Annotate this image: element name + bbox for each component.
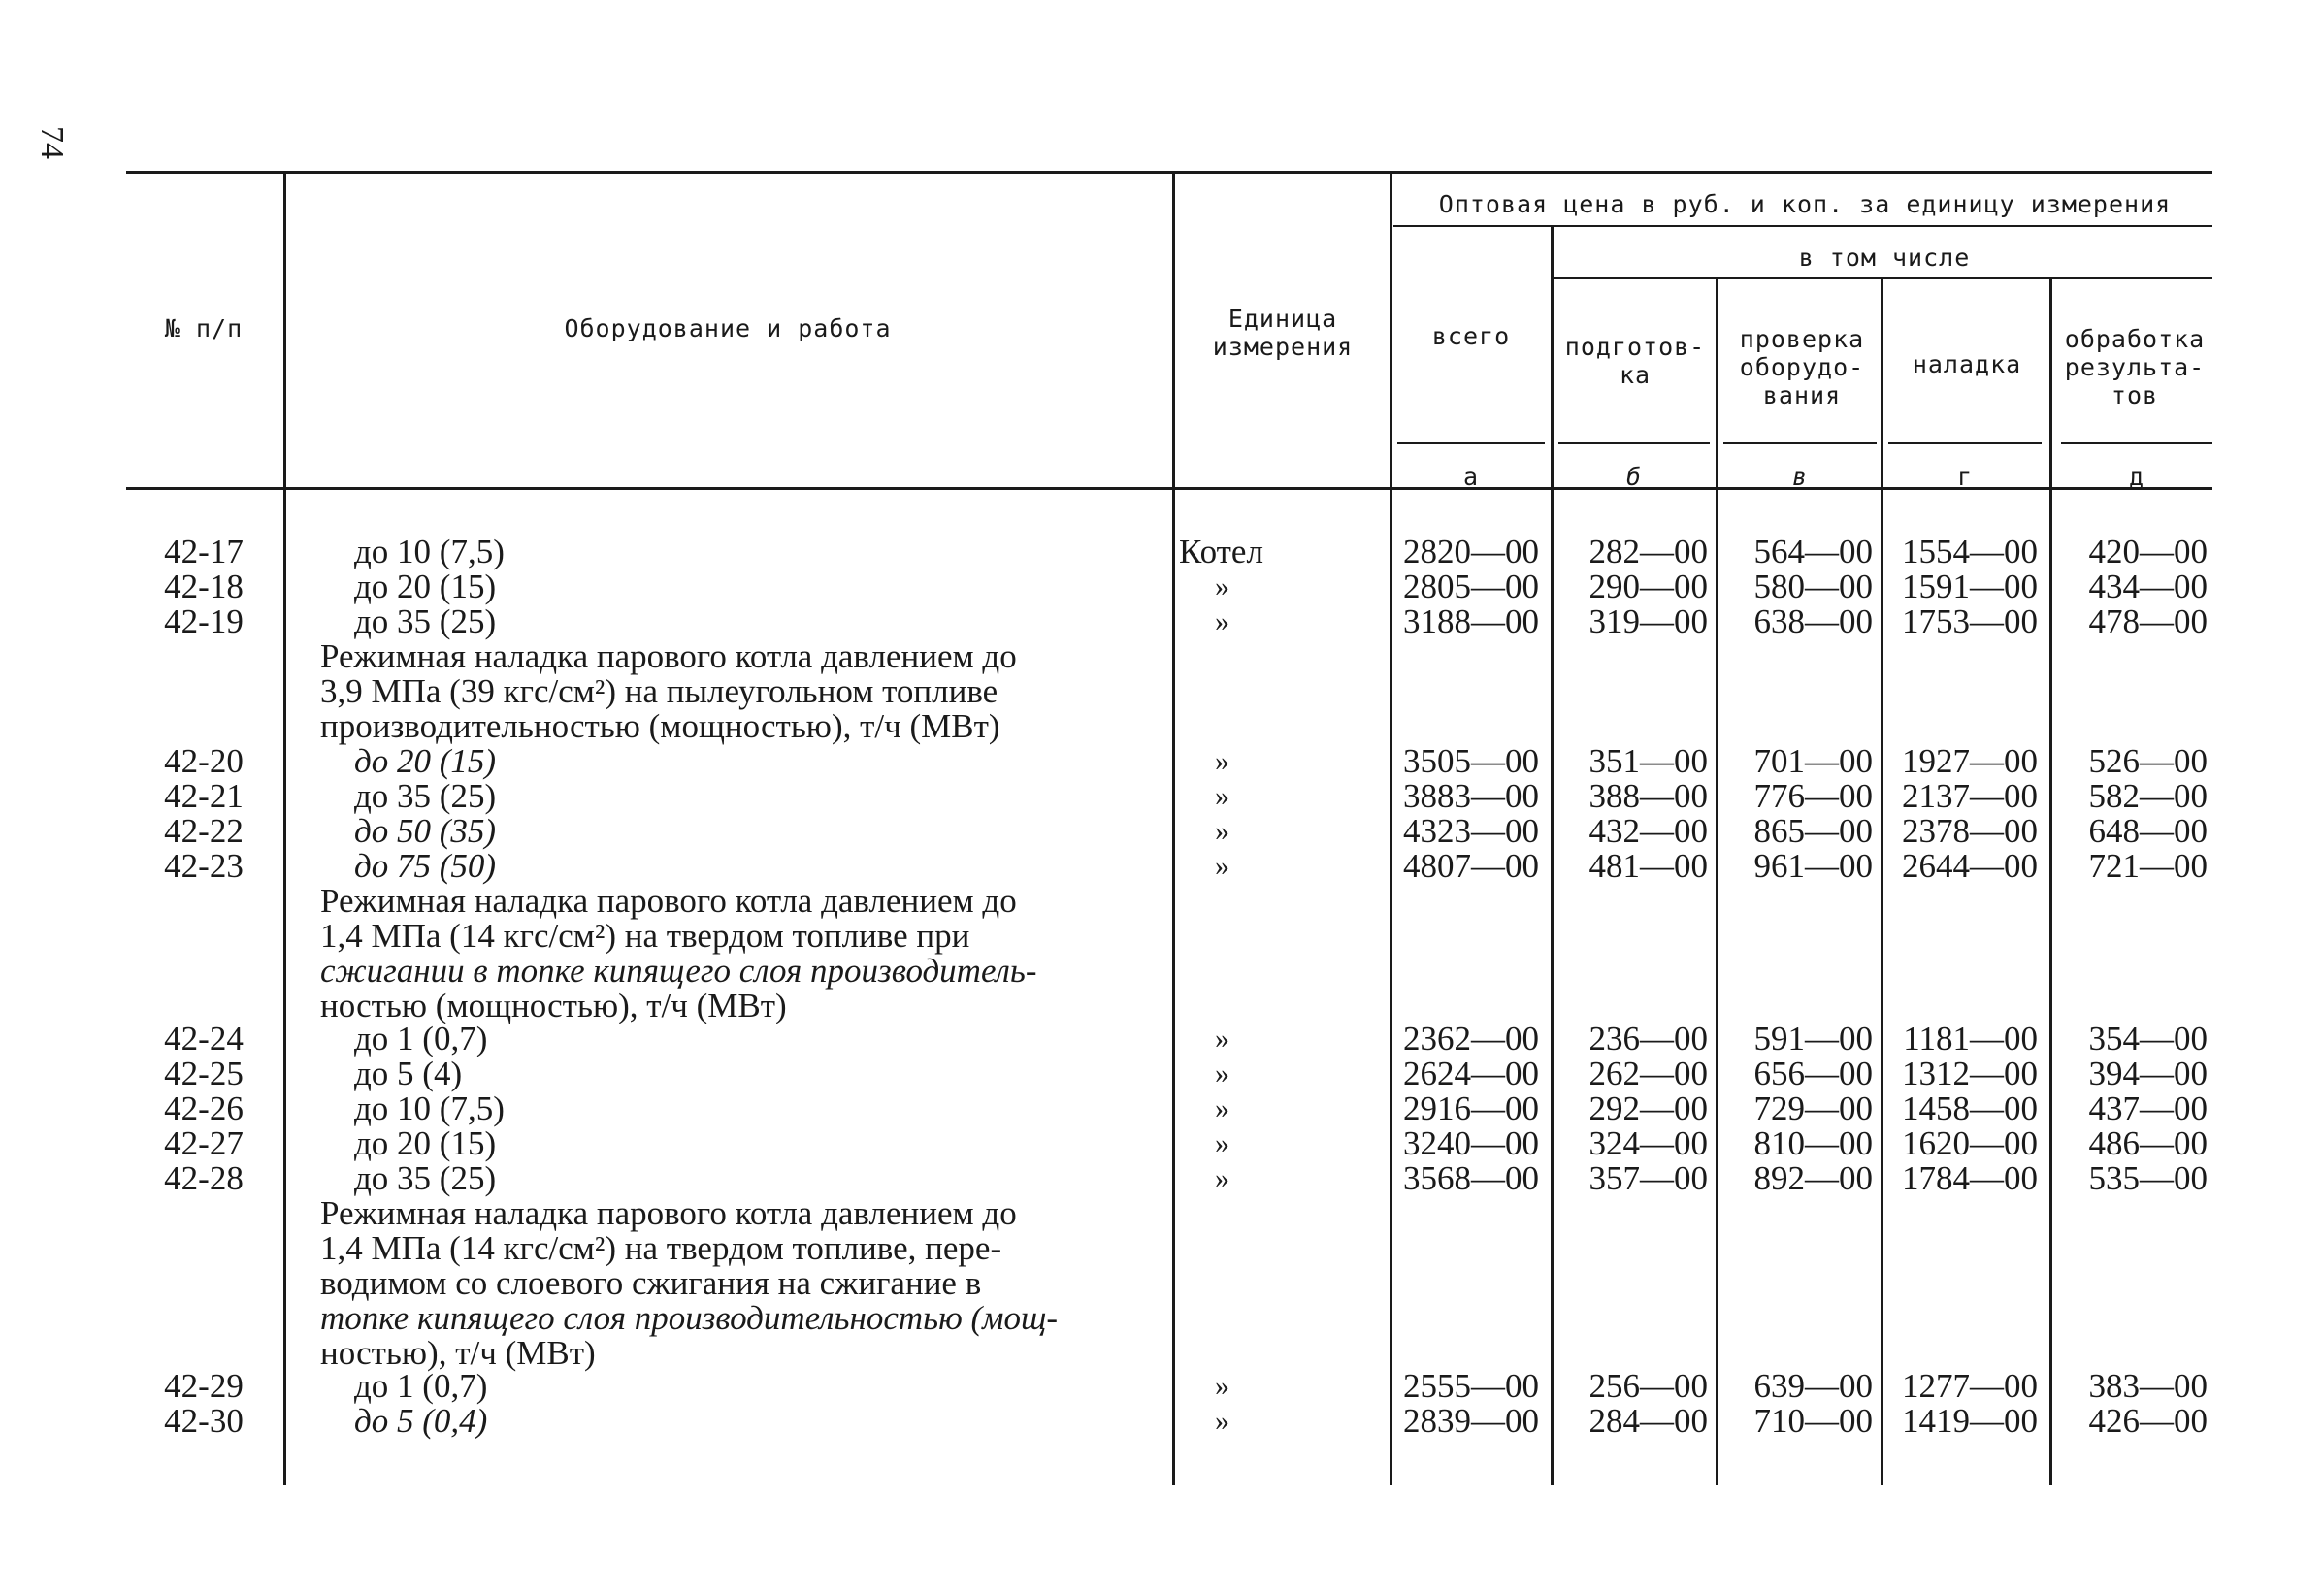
section-title-line: 1,4 МПа (14 кгс/см²) на твердом топливе при [320, 917, 970, 955]
table-row [0, 1022, 2324, 1057]
price-adjust: 1554—00 [1902, 533, 2038, 570]
row-number: 42-24 [164, 1020, 244, 1057]
price-adjust: 1312—00 [1902, 1055, 2038, 1092]
letters-rule-a [1397, 442, 1545, 444]
price-prep: 432—00 [1588, 812, 1708, 850]
section-title [320, 639, 1155, 744]
header-item: Оборудование и работа [564, 314, 892, 342]
page-number: 74 [34, 126, 70, 159]
price-results: 486—00 [2088, 1124, 2208, 1162]
price-adjust: 1277—00 [1902, 1367, 2038, 1405]
price-total: 3568—00 [1403, 1159, 1539, 1197]
price-prep: 290—00 [1588, 568, 1708, 605]
price-results: 582—00 [2088, 777, 2208, 815]
table-row [0, 1057, 2324, 1091]
table-row [0, 814, 2324, 849]
table-row [0, 1369, 2324, 1404]
row-number: 42-29 [164, 1367, 244, 1405]
price-check: 639—00 [1753, 1367, 1873, 1405]
price-results: 526—00 [2088, 742, 2208, 780]
price-total: 3505—00 [1403, 742, 1539, 780]
row-number: 42-26 [164, 1089, 244, 1127]
price-results: 721—00 [2088, 847, 2208, 885]
table-row [0, 1161, 2324, 1196]
price-total: 2362—00 [1403, 1020, 1539, 1057]
section-title-line: 3,9 МПа (39 кгс/см²) на пылеугольном топливе [320, 672, 998, 710]
price-adjust: 1591—00 [1902, 568, 2038, 605]
price-adjust: 1419—00 [1902, 1402, 2038, 1440]
price-prep: 481—00 [1588, 847, 1708, 885]
price-total: 3883—00 [1403, 777, 1539, 815]
section-title-line: топке кипящего слоя производительностью (мощ- [320, 1299, 1059, 1337]
price-check: 710—00 [1753, 1402, 1873, 1440]
row-item: до 35 (25) [354, 1159, 497, 1197]
row-item: до 5 (0,4) [354, 1402, 488, 1440]
table-row [0, 744, 2324, 779]
price-total: 2805—00 [1403, 568, 1539, 605]
row-number: 42-18 [164, 568, 244, 605]
price-adjust: 1784—00 [1902, 1159, 2038, 1197]
price-results: 354—00 [2088, 1020, 2208, 1057]
row-number: 42-21 [164, 777, 244, 815]
table-row [0, 1091, 2324, 1126]
price-adjust: 1927—00 [1902, 742, 2038, 780]
table-row [0, 849, 2324, 884]
price-results: 437—00 [2088, 1089, 2208, 1127]
header-num: № п/п [164, 314, 244, 342]
section-title-line: сжигании в топке кипящего слоя производитель- [320, 952, 1037, 990]
price-check: 810—00 [1753, 1124, 1873, 1162]
row-unit: » [1215, 780, 1229, 812]
row-item: до 1 (0,7) [354, 1367, 488, 1405]
price-adjust: 1458—00 [1902, 1089, 2038, 1127]
price-check: 961—00 [1753, 847, 1873, 885]
row-item: до 20 (15) [354, 1124, 497, 1162]
letter-b: б [1625, 463, 1643, 491]
row-number: 42-22 [164, 812, 244, 850]
price-total: 4807—00 [1403, 847, 1539, 885]
price-check: 580—00 [1753, 568, 1873, 605]
row-number: 42-20 [164, 742, 244, 780]
table-row [0, 535, 2324, 569]
price-check: 892—00 [1753, 1159, 1873, 1197]
row-unit: » [1215, 1127, 1229, 1159]
row-number: 42-25 [164, 1055, 244, 1092]
header-results: обработка результа-тов [2064, 325, 2206, 409]
row-unit: » [1215, 1023, 1229, 1055]
header-prep: подготов-ка [1564, 333, 1706, 389]
row-unit: » [1215, 1370, 1229, 1402]
row-item: до 20 (15) [354, 568, 497, 605]
section-title-line: 1,4 МПа (14 кгс/см²) на твердом топливе, пере- [320, 1229, 1002, 1267]
section-title-line: производительностью (мощностью), т/ч (МВт) [320, 707, 1000, 745]
section-title-line: ностью), т/ч (МВт) [320, 1334, 596, 1372]
price-prep: 388—00 [1588, 777, 1708, 815]
price-results: 383—00 [2088, 1367, 2208, 1405]
table-top-rule [126, 171, 2212, 174]
section-title-line: ностью (мощностью), т/ч (МВт) [320, 987, 787, 1024]
letters-rule-g [1888, 442, 2042, 444]
price-results: 394—00 [2088, 1055, 2208, 1092]
section-title-line: водимом со слоевого сжигания на сжигание в [320, 1264, 982, 1302]
row-unit: » [1215, 815, 1229, 847]
table-row [0, 569, 2324, 604]
price-check: 656—00 [1753, 1055, 1873, 1092]
row-item: до 5 (4) [354, 1055, 463, 1092]
header-incl-group: в том числе [1798, 244, 1971, 272]
row-item: до 10 (7,5) [354, 533, 505, 570]
price-adjust: 1620—00 [1902, 1124, 2038, 1162]
price-adjust: 2137—00 [1902, 777, 2038, 815]
row-number: 42-17 [164, 533, 244, 570]
row-unit: » [1215, 1162, 1229, 1194]
row-item: до 35 (25) [354, 602, 497, 640]
price-check: 701—00 [1753, 742, 1873, 780]
row-item: до 35 (25) [354, 777, 497, 815]
price-check: 776—00 [1753, 777, 1873, 815]
table-row [0, 1404, 2324, 1439]
section-title-line: Режимная наладка парового котла давлением до [320, 882, 1017, 920]
letter-v: в [1791, 463, 1809, 491]
price-results: 478—00 [2088, 602, 2208, 640]
table-row [0, 1126, 2324, 1161]
price-total: 2916—00 [1403, 1089, 1539, 1127]
section-title-line: Режимная наладка парового котла давлением до [320, 1194, 1017, 1232]
letters-rule-d [2061, 442, 2212, 444]
price-adjust: 1181—00 [1903, 1020, 2038, 1057]
row-unit: » [1215, 1405, 1229, 1437]
header-check: проверка оборудо-вания [1739, 325, 1865, 409]
row-number: 42-27 [164, 1124, 244, 1162]
row-unit: Котел [1179, 533, 1263, 570]
section-title [320, 884, 1155, 1024]
price-results: 434—00 [2088, 568, 2208, 605]
letters-rule-v [1723, 442, 1877, 444]
price-total: 2820—00 [1403, 533, 1539, 570]
price-prep: 319—00 [1588, 602, 1708, 640]
row-unit: » [1215, 745, 1229, 777]
price-total: 2839—00 [1403, 1402, 1539, 1440]
price-total: 4323—00 [1403, 812, 1539, 850]
price-check: 591—00 [1753, 1020, 1873, 1057]
letters-rule-b [1558, 442, 1710, 444]
row-unit: » [1215, 850, 1229, 882]
header-total: всего [1431, 322, 1511, 350]
price-prep: 262—00 [1588, 1055, 1708, 1092]
price-total: 3240—00 [1403, 1124, 1539, 1162]
price-prep: 256—00 [1588, 1367, 1708, 1405]
price-adjust: 2644—00 [1902, 847, 2038, 885]
section-title-line: Режимная наладка парового котла давлением до [320, 637, 1017, 675]
row-item: до 1 (0,7) [354, 1020, 488, 1057]
letter-a: а [1462, 463, 1480, 491]
price-total: 2555—00 [1403, 1367, 1539, 1405]
price-check: 729—00 [1753, 1089, 1873, 1127]
row-unit: » [1215, 605, 1229, 637]
row-number: 42-28 [164, 1159, 244, 1197]
price-check: 564—00 [1753, 533, 1873, 570]
table-row [0, 604, 2324, 639]
price-group-rule [1393, 225, 2212, 227]
price-check: 865—00 [1753, 812, 1873, 850]
price-adjust: 1753—00 [1902, 602, 2038, 640]
row-number: 42-19 [164, 602, 244, 640]
row-number: 42-23 [164, 847, 244, 885]
price-total: 3188—00 [1403, 602, 1539, 640]
header-price-group: Оптовая цена в руб. и коп. за единицу измерения [1438, 190, 2172, 218]
row-number: 42-30 [164, 1402, 244, 1440]
price-prep: 357—00 [1588, 1159, 1708, 1197]
price-prep: 292—00 [1588, 1089, 1708, 1127]
letter-d: д [2128, 463, 2145, 491]
row-item: до 20 (15) [354, 742, 497, 780]
row-unit: » [1215, 570, 1229, 602]
header-adjust: наладка [1912, 350, 2022, 378]
section-title [320, 1196, 1155, 1371]
price-adjust: 2378—00 [1902, 812, 2038, 850]
price-prep: 282—00 [1588, 533, 1708, 570]
price-results: 426—00 [2088, 1402, 2208, 1440]
price-results: 420—00 [2088, 533, 2208, 570]
price-prep: 236—00 [1588, 1020, 1708, 1057]
letter-g: г [1956, 463, 1974, 491]
row-item: до 75 (50) [354, 847, 497, 885]
row-unit: » [1215, 1092, 1229, 1124]
row-unit: » [1215, 1057, 1229, 1089]
price-prep: 351—00 [1588, 742, 1708, 780]
price-results: 648—00 [2088, 812, 2208, 850]
price-prep: 284—00 [1588, 1402, 1708, 1440]
row-item: до 50 (35) [354, 812, 497, 850]
price-total: 2624—00 [1403, 1055, 1539, 1092]
price-results: 535—00 [2088, 1159, 2208, 1197]
price-check: 638—00 [1753, 602, 1873, 640]
row-item: до 10 (7,5) [354, 1089, 505, 1127]
price-prep: 324—00 [1588, 1124, 1708, 1162]
table-row [0, 779, 2324, 814]
header-unit: Единица измерения [1212, 305, 1354, 361]
